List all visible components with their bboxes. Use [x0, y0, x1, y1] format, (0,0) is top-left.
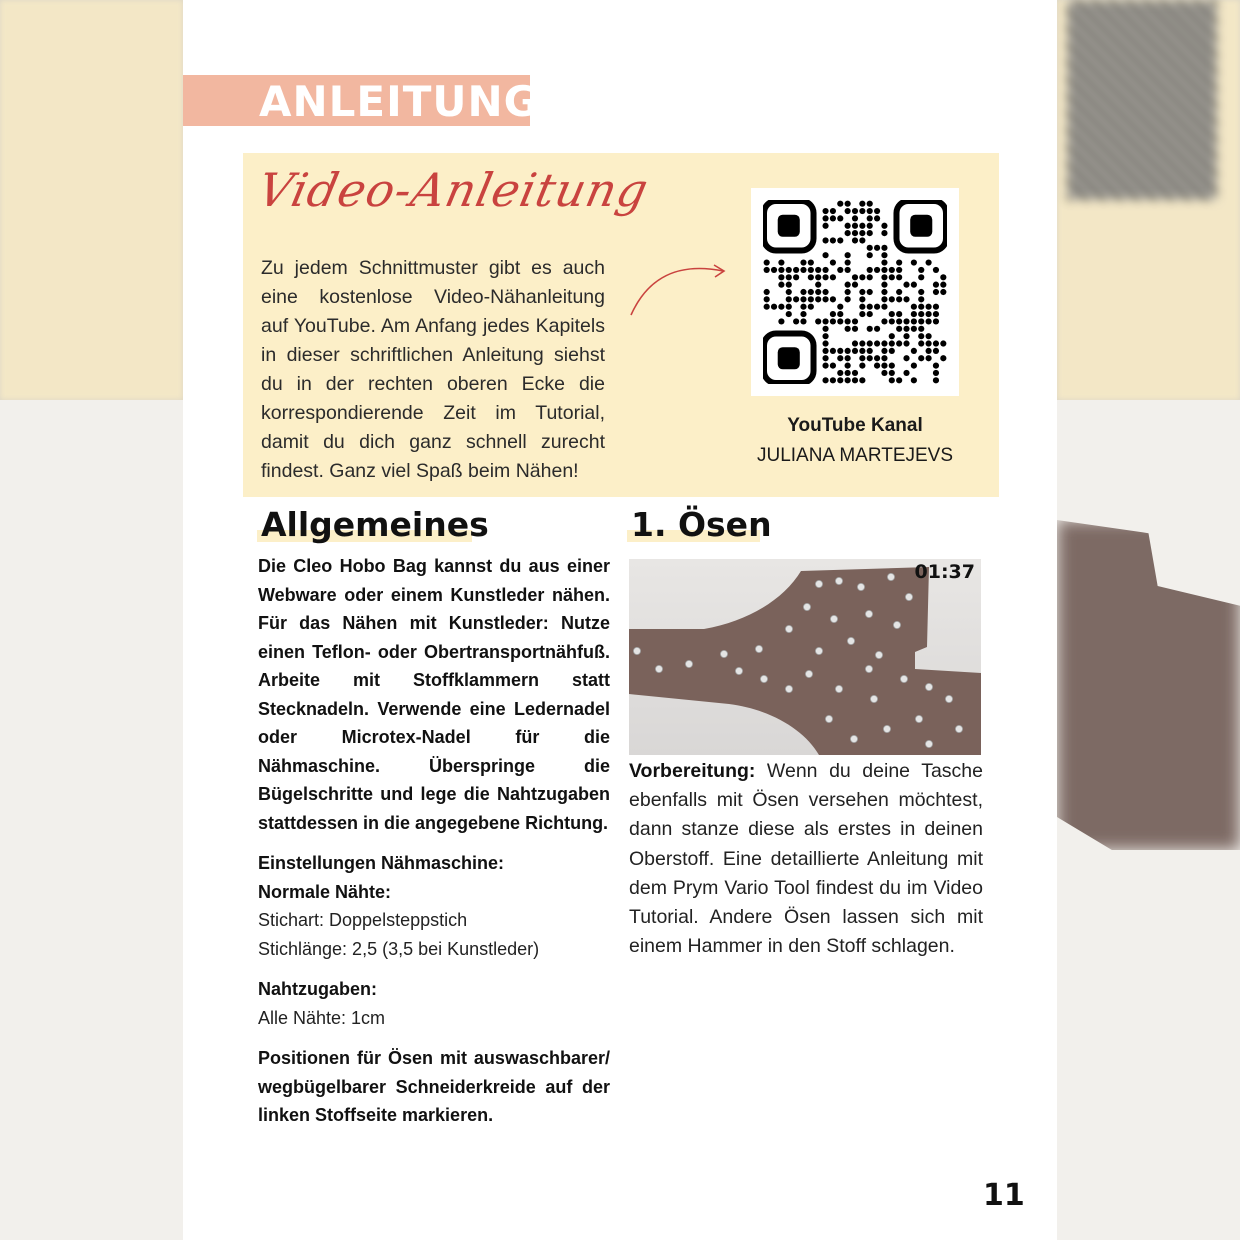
eyelet: [815, 647, 822, 654]
eyelet: [893, 621, 900, 628]
video-tutorial-title: Video-Anleitung: [253, 163, 654, 217]
seam-allowance-value: Alle Nähte: 1cm: [258, 1007, 386, 1028]
eyelet: [803, 603, 810, 610]
page-number: 11: [983, 1178, 1025, 1213]
general-intro: Die Cleo Hobo Bag kannst du aus einer Webware oder einem Kunstleder nähen. Für das Nähen mit Kunstleder: Nutze einen Teflon- oder Obertransportnähfuß. Arbeite mit Stoffklammern statt Stecknadeln. Verwende eine Ledernadel oder Microtex-Nadel für die Nähmaschine. Überspringe die Bügelschritte und lege die Nahtzugaben stattdessen in die angegebene Richtung.: [258, 556, 610, 833]
stitch-length: Stichlänge: 2,5 (3,5 bei Kunstleder): [258, 938, 540, 959]
preparation-label: Vorbereitung:: [629, 760, 756, 782]
eyelet: [685, 660, 692, 667]
eyelet-positions-note: Positionen für Ösen mit auswaschbarer/ wegbügelbarer Schneiderkreide auf der linken Stoffseite markieren.: [258, 1048, 610, 1125]
stitch-type: Stichart: Doppelsteppstich: [258, 910, 468, 930]
eyelet: [887, 573, 894, 580]
youtube-channel-label: YouTube Kanal: [787, 415, 923, 436]
youtube-channel-name: JULIANA MARTEJEVS: [756, 445, 954, 466]
eyelet: [865, 610, 872, 617]
machine-settings: [258, 849, 610, 1130]
normal-seams-heading: Normale Nähte:: [258, 881, 392, 902]
eyelet: [875, 651, 882, 658]
eyelet: [735, 667, 742, 674]
eyelet: [925, 740, 932, 747]
eyelets-heading: 1. Ösen: [631, 505, 772, 544]
eyelet: [925, 683, 932, 690]
preparation-text: Wenn du deine Tasche ebenfalls mit Ösen versehen möchtest, dann stanze diese als erstes in deinen Oberstoff. Eine detaillierte Anleitung mit dem Prym Vario Tool findest du im Video Tutorial. Andere Ösen lassen sich mit einem Hammer in den Stoff schlagen.: [629, 760, 983, 958]
eyelet: [755, 645, 762, 652]
eyelet: [825, 715, 832, 722]
eyelet: [805, 670, 812, 677]
eyelet: [857, 583, 864, 590]
eyelet: [955, 725, 962, 732]
eyelets-text: [629, 757, 983, 961]
eyelet: [945, 695, 952, 702]
banner-title: ANLEITUNG: [259, 77, 540, 126]
eyelet: [915, 715, 922, 722]
background-blur-right: [1057, 0, 1240, 1240]
qr-code[interactable]: [751, 188, 959, 396]
eyelet: [815, 580, 822, 587]
eyelet: [760, 675, 767, 682]
eyelet: [850, 735, 857, 742]
eyelet: [883, 725, 890, 732]
eyelet: [870, 695, 877, 702]
general-column: [258, 552, 610, 1130]
eyelet: [900, 675, 907, 682]
eyelet: [633, 647, 640, 654]
page: [183, 0, 1057, 1240]
background-blur-left: [0, 0, 183, 1240]
eyelet: [785, 685, 792, 692]
general-heading: Allgemeines: [261, 505, 489, 544]
video-timestamp: 01:37: [914, 561, 975, 583]
eyelet: [835, 577, 842, 584]
eyelet: [865, 665, 872, 672]
eyelet: [835, 685, 842, 692]
eyelet: [785, 625, 792, 632]
seam-allowance-heading: Nahtzugaben:: [258, 979, 377, 999]
section-banner: [183, 75, 540, 126]
video-tutorial-text: Zu jedem Schnittmuster gibt es auch eine kostenlose Video-Nähanleitung auf YouTube. Am Anfang jedes Kapitels in dieser schriftlichen Anleitung siehst du in der rechten oberen Ecke die korrespondierende Zeit im Tutorial, damit du dich ganz schnell zurecht findest. Ganz viel Spaß beim Nähen!: [261, 257, 605, 482]
video-tutorial-box: [243, 153, 999, 497]
arrow-right-icon: [628, 257, 728, 317]
settings-heading: Einstellungen Nähmaschine:: [258, 853, 505, 873]
eyelet: [847, 637, 854, 644]
fabric-eyelets-photo: [629, 559, 981, 755]
eyelet: [655, 665, 662, 672]
eyelet: [720, 650, 727, 657]
eyelet: [830, 615, 837, 622]
eyelet: [905, 593, 912, 600]
